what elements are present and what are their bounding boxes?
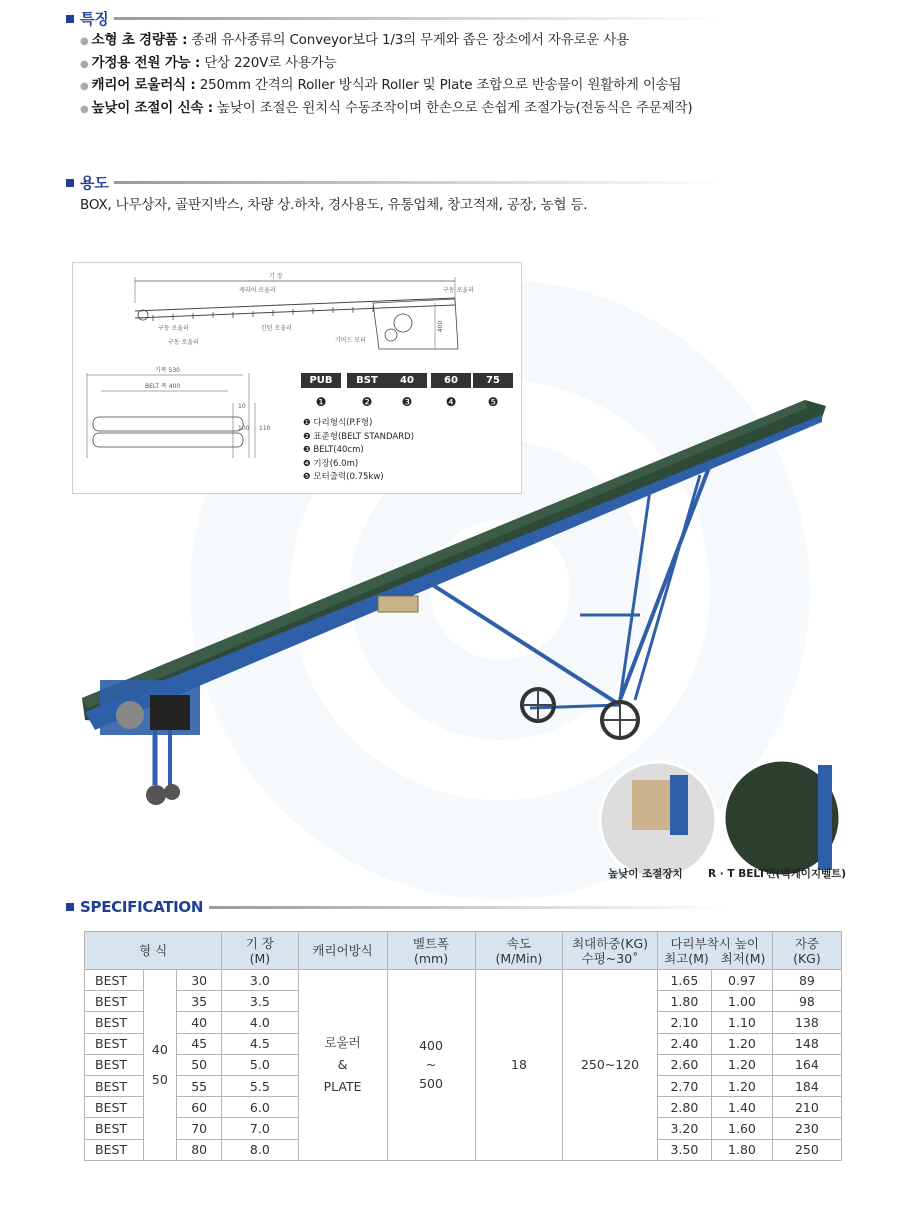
- cell-height-min: 0.97: [712, 970, 773, 991]
- feature-item: [80, 53, 860, 76]
- belt-line3: 500: [419, 1076, 443, 1092]
- legend-item: ❺ 모터출력(0.75kw): [303, 472, 384, 483]
- label-drive-roller-top: 구동 로울러: [443, 287, 474, 294]
- header-load-line2: 수평~30˚: [581, 950, 639, 966]
- cell-model: BEST: [85, 1012, 144, 1033]
- header-length: [222, 932, 298, 970]
- features-heading: [66, 8, 724, 29]
- header-carrier: 캐리어방식: [298, 932, 387, 970]
- legend-item: ❹ 기장(6.0m): [303, 458, 359, 469]
- header-length-line1: 기 장: [245, 935, 274, 951]
- feature-text: 단상 220V로 사용가능: [200, 54, 337, 71]
- section-bullet-icon: [66, 15, 74, 23]
- belt-line1: 400: [419, 1038, 443, 1054]
- feature-head: 캐리어 로울러식 :: [91, 77, 196, 93]
- cell-length: 3.0: [222, 970, 298, 991]
- bullet-dot-icon: ●: [80, 58, 89, 70]
- feature-text: 높낮이 조절은 윈치식 수동조작이며 한손으로 손쉽게 조절가능(전동식은 주문제작): [212, 99, 693, 116]
- cell-length: 6.0: [222, 1097, 298, 1118]
- label-dim-10: 10: [238, 403, 246, 410]
- cell-height-max: 2.10: [657, 1012, 711, 1033]
- heading-divider: [114, 181, 724, 184]
- legend-item: ❷ 표준형(BELT STANDARD): [303, 431, 415, 442]
- model-code-number: ❺: [487, 395, 499, 409]
- cell-load: 250~120: [563, 970, 657, 1161]
- feature-text: 종래 유사종류의 Conveyor보다 1/3의 무게와 좁은 장소에서 자유로운 사용: [187, 32, 629, 48]
- cell-weight: 98: [772, 991, 841, 1012]
- belt-line2: ~: [425, 1057, 437, 1073]
- cell-height-max: 2.60: [657, 1054, 711, 1075]
- cell-carrier: [298, 970, 387, 1161]
- cell-length: 5.5: [222, 1075, 298, 1096]
- legend-item: ❶ 다리형식(P.F형): [303, 418, 373, 428]
- cell-weight: 148: [772, 1033, 841, 1054]
- header-length-line2: (M): [249, 950, 271, 966]
- group-40: 40: [151, 1041, 168, 1057]
- label-geared-motor: 기어드 모터: [335, 337, 366, 344]
- header-speed: [475, 932, 563, 970]
- features-list: [80, 30, 860, 120]
- cell-height-min: 1.20: [712, 1033, 773, 1054]
- cell-height-max: 3.20: [657, 1118, 711, 1139]
- legend-item: ❸ BELT(40cm): [303, 445, 364, 456]
- label-tension-roller: 긴턴 로울러: [261, 325, 292, 332]
- feature-text: 250mm 간격의 Roller 방식과 Roller 및 Plate 조합으로 반송물이 원활하게 이송됨: [195, 77, 682, 93]
- header-weight-line1: 자중: [794, 935, 819, 951]
- header-load-line1: 최대하중(KG): [572, 935, 649, 951]
- cell-weight: 250: [772, 1139, 841, 1160]
- label-height-400: 400: [437, 320, 445, 333]
- heading-divider: [209, 906, 729, 909]
- header-speed-line2: (M/Min): [495, 950, 543, 966]
- model-code-box: 60: [431, 373, 471, 388]
- cell-length: 8.0: [222, 1139, 298, 1160]
- header-belt-line2: (mm): [413, 950, 449, 966]
- cell-length: 7.0: [222, 1118, 298, 1139]
- cell-height-min: 1.20: [712, 1075, 773, 1096]
- bullet-dot-icon: ●: [80, 81, 89, 92]
- section-bullet-icon: [66, 903, 74, 911]
- cell-weight: 230: [772, 1118, 841, 1139]
- feature-head: 가정용 전원 가능 :: [91, 54, 201, 71]
- spec-heading: [66, 898, 729, 916]
- header-belt: [387, 932, 475, 970]
- header-model: 형 식: [85, 932, 222, 970]
- cell-model: BEST: [85, 1033, 144, 1054]
- cell-height-max: 2.40: [657, 1033, 711, 1054]
- cell-weight: 164: [772, 1054, 841, 1075]
- table-row: [85, 970, 842, 991]
- cell-height-min: 1.10: [712, 1012, 773, 1033]
- model-code-box: PUB: [301, 373, 341, 388]
- cell-code: 70: [177, 1118, 222, 1139]
- side-view-diagram: [73, 263, 523, 368]
- header-weight: [772, 932, 841, 970]
- feature-head: 높낮이 조절이 신속 :: [91, 99, 213, 116]
- model-code-box: 40: [387, 373, 427, 388]
- cell-model: BEST: [85, 1097, 144, 1118]
- label-drive-roller-b: 구동 로울러: [168, 339, 199, 346]
- cell-height-max: 1.80: [657, 991, 711, 1012]
- feature-head: 소형 초 경량품 :: [91, 32, 188, 48]
- cell-group: [143, 970, 177, 1161]
- cell-weight: 184: [772, 1075, 841, 1096]
- cell-model: BEST: [85, 1054, 144, 1075]
- cell-model: BEST: [85, 991, 144, 1012]
- label-length: 기 장: [269, 273, 283, 280]
- cell-code: 30: [177, 970, 222, 991]
- cell-model: BEST: [85, 1118, 144, 1139]
- spec-title: SPECIFICATION: [80, 898, 204, 916]
- label-carrier-roller: 캐리어 로울러: [239, 287, 276, 294]
- model-code-box: BST: [347, 373, 387, 388]
- caption-belt-surface: R · T BELT면(팩케이지벨트): [708, 868, 847, 880]
- technical-drawing: [72, 262, 522, 494]
- label-drive-roller-a: 구동 로울러: [158, 325, 189, 332]
- header-weight-line2: (KG): [793, 950, 821, 966]
- model-code-number: ❹: [445, 395, 457, 409]
- cell-height-max: 1.65: [657, 970, 711, 991]
- cell-height-max: 2.80: [657, 1097, 711, 1118]
- model-code-number: ❶: [315, 395, 327, 409]
- cell-height-max: 2.70: [657, 1075, 711, 1096]
- header-height: [657, 932, 772, 970]
- cell-length: 4.0: [222, 1012, 298, 1033]
- cell-height-max: 3.50: [657, 1139, 711, 1160]
- model-code-legend: [303, 417, 414, 485]
- cell-model: BEST: [85, 1139, 144, 1160]
- model-code-box: 75: [473, 373, 513, 388]
- label-dim-110: 110: [259, 425, 271, 432]
- feature-item: [80, 98, 860, 121]
- label-dim-100: 100: [238, 425, 250, 432]
- cell-weight: 89: [772, 970, 841, 991]
- features-title: 특징: [80, 10, 109, 28]
- cell-height-min: 1.60: [712, 1118, 773, 1139]
- model-code-number: ❷: [361, 395, 373, 409]
- cell-model: BEST: [85, 1075, 144, 1096]
- cell-weight: 210: [772, 1097, 841, 1118]
- heading-divider: [114, 17, 724, 20]
- cell-code: 60: [177, 1097, 222, 1118]
- cell-code: 35: [177, 991, 222, 1012]
- cell-code: 50: [177, 1054, 222, 1075]
- spec-table: [84, 931, 842, 1161]
- cell-weight: 138: [772, 1012, 841, 1033]
- carrier-line2: &: [337, 1056, 348, 1072]
- label-belt-width: BELT 폭 400: [145, 383, 181, 390]
- header-height-line2: 최고(M) 최저(M): [664, 950, 766, 966]
- header-load: [563, 932, 657, 970]
- uses-heading: [66, 172, 724, 193]
- cell-model: BEST: [85, 970, 144, 991]
- cell-length: 5.0: [222, 1054, 298, 1075]
- carrier-line3: PLATE: [323, 1078, 362, 1094]
- cell-belt: [387, 970, 475, 1161]
- cell-height-min: 1.40: [712, 1097, 773, 1118]
- model-code-number: ❸: [401, 395, 413, 409]
- cell-length: 4.5: [222, 1033, 298, 1054]
- section-bullet-icon: [66, 179, 74, 187]
- header-speed-line1: 속도: [506, 935, 532, 951]
- header-height-line1: 다리부착시 높이: [670, 935, 759, 951]
- cell-code: 40: [177, 1012, 222, 1033]
- uses-text: BOX, 나무상자, 골판지박스, 차량 상.하차, 경사용도, 유통업체, 창고적재, 공장, 농협 등.: [80, 197, 588, 213]
- cell-code: 45: [177, 1033, 222, 1054]
- bullet-dot-icon: ●: [80, 103, 89, 115]
- carrier-line1: 로울러: [324, 1034, 361, 1050]
- cell-code: 80: [177, 1139, 222, 1160]
- bullet-dot-icon: ●: [80, 36, 89, 47]
- header-belt-line1: 벨트폭: [412, 935, 450, 951]
- uses-title: 용도: [80, 174, 109, 192]
- cell-height-min: 1.80: [712, 1139, 773, 1160]
- cell-code: 55: [177, 1075, 222, 1096]
- cell-length: 3.5: [222, 991, 298, 1012]
- cell-speed: 18: [475, 970, 563, 1161]
- cell-height-min: 1.00: [712, 991, 773, 1012]
- front-view-diagram: [73, 363, 293, 473]
- feature-item: [80, 75, 860, 98]
- caption-height-adjuster: 높낮이 조절장치: [608, 868, 683, 880]
- group-50: 50: [151, 1071, 168, 1087]
- cell-height-min: 1.20: [712, 1054, 773, 1075]
- label-width-530: 기폭 530: [155, 367, 180, 374]
- feature-item: [80, 30, 860, 53]
